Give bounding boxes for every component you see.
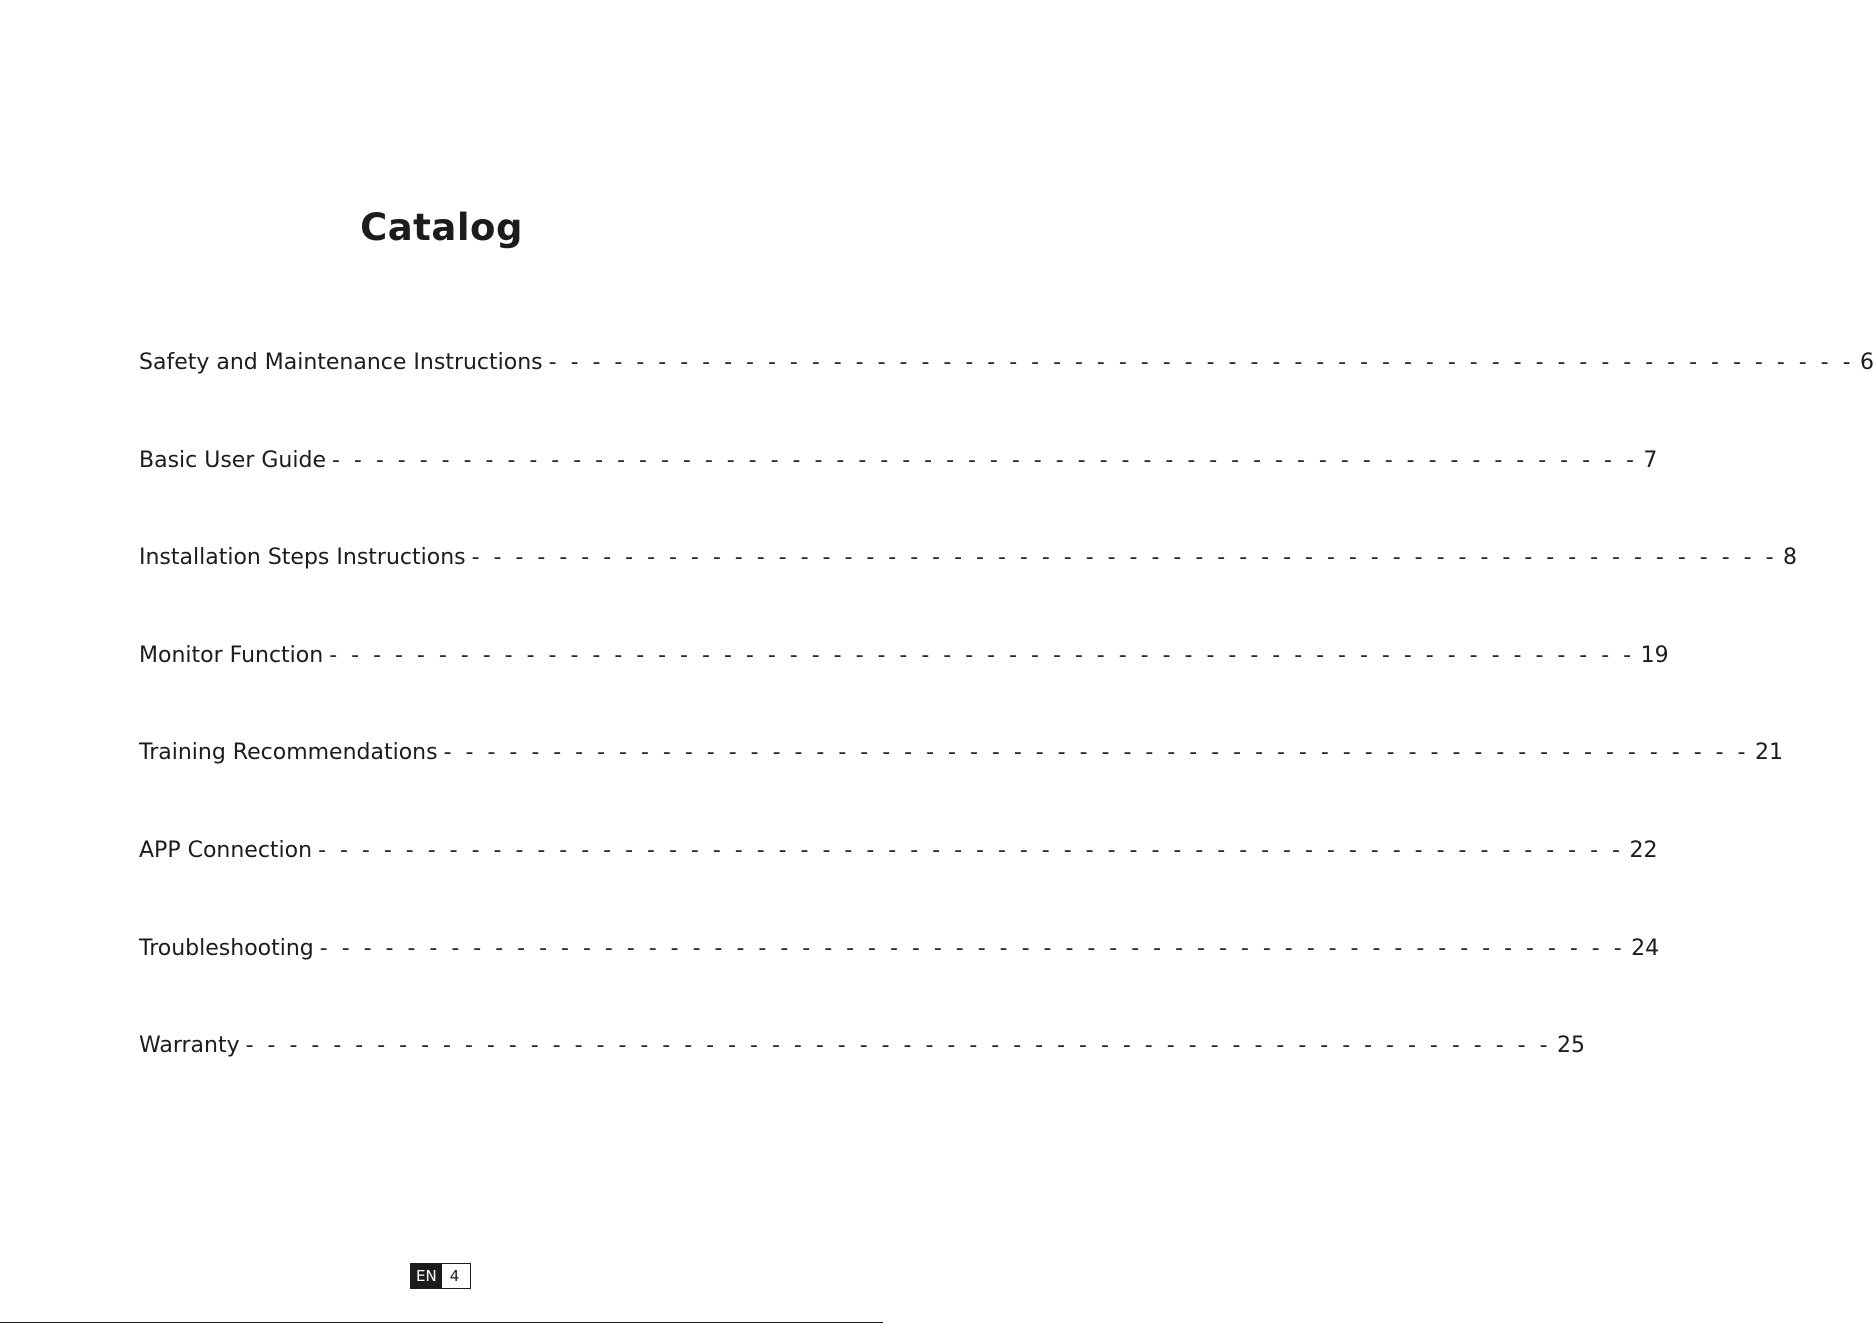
table-of-contents [139, 341, 1874, 1122]
toc-entry-training[interactable] [139, 731, 1783, 829]
toc-entry-safety[interactable] [139, 341, 1874, 439]
toc-dot-leader: - - - - - - - - - - - - - - - - - - - - - - - - - - - - - - - - - - - - - - - - - - - - - - - - - - - - - - - - - - - - [331, 447, 1638, 473]
page-number: 4 [442, 1264, 471, 1288]
toc-entry-page: 21 [1755, 740, 1783, 766]
toc-entry-page: 19 [1640, 642, 1669, 668]
toc-entry-app-connection[interactable] [139, 829, 1658, 927]
toc-entry-page: 8 [1783, 545, 1798, 571]
toc-entry-troubleshooting[interactable] [139, 927, 1660, 1025]
toc-entry-label: Training Recommendations [139, 740, 438, 766]
toc-entry-page: 6 [1860, 350, 1874, 375]
toc-entry-label: Safety and Maintenance Instructions [139, 350, 543, 375]
toc-entry-label: Troubleshooting [139, 935, 314, 961]
toc-dot-leader: - - - - - - - - - - - - - - - - - - - - - - - - - - - - - - - - - - - - - - - - - - - - - - - - - - - - - - - - - - - - [329, 642, 1635, 668]
toc-entry-label: Installation Steps Instructions [139, 545, 466, 571]
toc-entry-label: APP Connection [139, 837, 313, 863]
toc-entry-basic-user-guide[interactable] [139, 439, 1658, 537]
toc-entry-page: 25 [1557, 1033, 1586, 1059]
toc-entry-warranty[interactable] [139, 1024, 1586, 1122]
toc-dot-leader: - - - - - - - - - - - - - - - - - - - - - - - - - - - - - - - - - - - - - - - - - - - - - - - - - - - - - - - - - - - - [471, 545, 1778, 571]
toc-dot-leader: - - - - - - - - - - - - - - - - - - - - - - - - - - - - - - - - - - - - - - - - - - - - - - - - - - - - - - - - - - - - [443, 740, 1749, 766]
toc-entry-page: 22 [1629, 837, 1658, 863]
toc-entry-monitor-function[interactable] [139, 634, 1669, 732]
toc-entry-page: 7 [1643, 447, 1658, 473]
toc-entry-label: Monitor Function [139, 642, 324, 668]
toc-entry-installation[interactable] [139, 536, 1798, 634]
bottom-rule [0, 1322, 883, 1323]
page-number-badge [410, 1263, 471, 1289]
page-title: Catalog [360, 206, 523, 249]
toc-entry-label: Basic User Guide [139, 447, 326, 473]
toc-dot-leader: - - - - - - - - - - - - - - - - - - - - - - - - - - - - - - - - - - - - - - - - - - - - - - - - - - - - - - - - - - - - [245, 1033, 1552, 1059]
toc-dot-leader: - - - - - - - - - - - - - - - - - - - - - - - - - - - - - - - - - - - - - - - - - - - - - - - - - - - - - - - - - - - - [548, 350, 1855, 375]
language-label: EN [411, 1264, 442, 1288]
toc-dot-leader: - - - - - - - - - - - - - - - - - - - - - - - - - - - - - - - - - - - - - - - - - - - - - - - - - - - - - - - - - - - - [318, 837, 1624, 863]
toc-dot-leader: - - - - - - - - - - - - - - - - - - - - - - - - - - - - - - - - - - - - - - - - - - - - - - - - - - - - - - - - - - - - [319, 935, 1626, 961]
toc-entry-label: Warranty [139, 1033, 240, 1059]
toc-entry-page: 24 [1631, 935, 1660, 961]
